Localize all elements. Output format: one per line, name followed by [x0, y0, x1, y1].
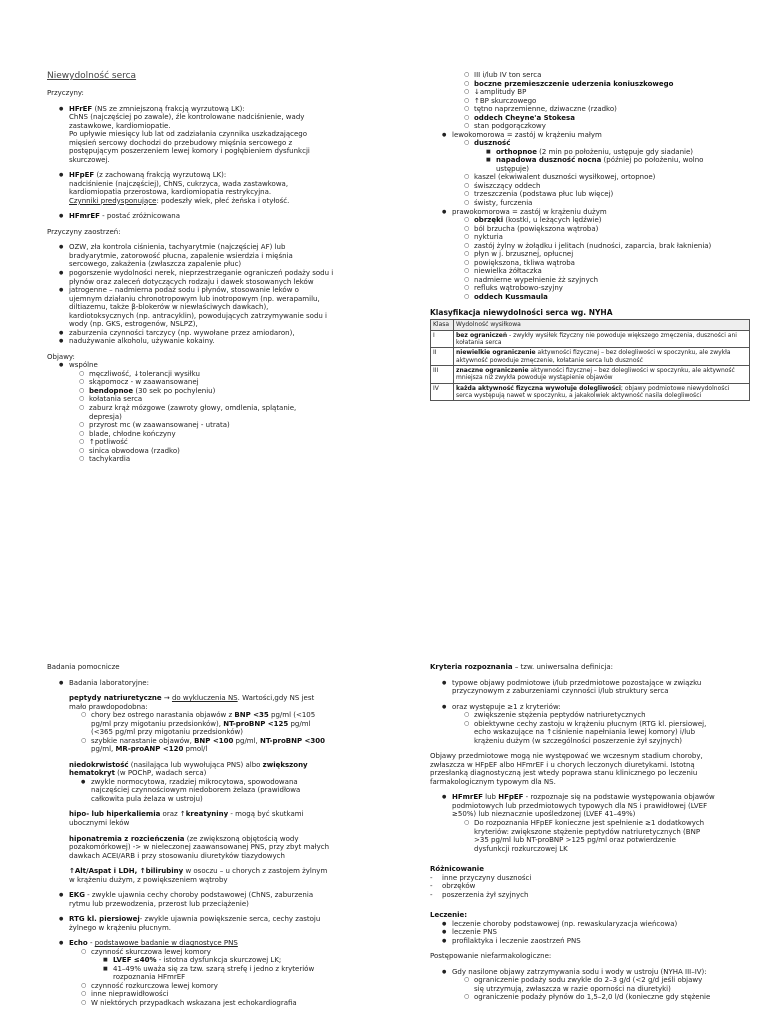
symptom-item: ○ sinica obwodowa (rzadko): [79, 447, 377, 456]
exacerbation-item: ● pogorszenie wydolności nerek, nieprzestrzeganie ograniczeń podaży sodu i płynów oraz zaleceń dotyczących rodzaju i dawek stosowanych leków: [59, 269, 377, 286]
echo-subitem: ○ czynność skurczowa lewej komory ■ LVEF ≤40% - istotna dysfunkcja skurczowej LK; ■ 41–49% uważa się za tzw. szarą strefę i jedno z kryteriów rozpoznania HFmrEF: [81, 948, 377, 982]
criteria-subitem: ○ obiektywne cechy zastoju w krążeniu płucnym (RTG kl. piersiowej, echo wskazujące na ↑ciśnienie napełniania lewej komory) i/lub krążeniu dużym (w szczególności poszerzenie żył szyjnych): [464, 720, 750, 746]
differential-heading: Różnicowanie: [430, 865, 484, 874]
left-ventricular-section: ● lewokomorowa = zastój w krążeniu małym ○ duszność ■ orthopnoe (2 min po położeniu, ustępuje gdy siadanie) ■ napadowa duszność nocna (później po położeniu, wolno ustępuje) ○ kaszel (ekwiwalent duszności wysiłkowej, ortopnoe) ○ świszczący oddech ○ trzeszczenia (podstawa płuc lub więcej) ○ świsty, furczenia: [442, 131, 750, 208]
symptom-item: ○ oddech Cheyne'a Stokesa: [464, 114, 750, 123]
nonpharm-subitem: ○ ograniczenie podaży sodu zwykle do 2–3 g/d (<2 g/d jeśli objawy się utrzymują, zwłaszcza w razie oporności na diuretyki): [464, 976, 750, 993]
symptom-item: ○ duszność ■ orthopnoe (2 min po położeniu, ustępuje gdy siadanie) ■ napadowa duszność nocna (później po położeniu, wolno ustępuje): [464, 139, 750, 173]
symptom-item: ○ nykturia: [464, 233, 750, 242]
symptom-item: ○ świsty, furczenia: [464, 199, 750, 208]
lab-tests-item: ● Badania laboratoryjne:: [59, 679, 377, 688]
table-header-cell: Wydolność wysiłkowa: [454, 320, 750, 330]
symptom-item: ○ obrzęki (kostki, u leżących lędźwie): [464, 216, 750, 225]
echo-subitem: ○ inne nieprawidłowości: [81, 990, 377, 999]
symptom-item: ○ kołatania serca: [79, 395, 377, 404]
symptom-item: ○ tętno naprzemienne, dziwaczne (rzadko): [464, 105, 750, 114]
table-header-row: [431, 320, 750, 330]
symptom-item: ○ trzeszczenia (podstawa płuc lub więcej): [464, 190, 750, 199]
causes-heading: Przyczyny:: [47, 88, 84, 97]
echo-detail: ■ 41–49% uważa się za tzw. szarą strefę i jedno z kryteriów rozpoznania HFmrEF: [103, 965, 377, 982]
table-row: [431, 348, 750, 366]
test-value-item: ○ chory bez ostrego narastania objawów z BNP <35 pg/ml (<105 pg/ml przy migotaniu przedsionków), NT-proBNP <125 pg/ml (<365 pg/ml przy migotaniu przedsionków): [81, 711, 377, 737]
symptom-item: ○ oddech Kussmaula: [464, 293, 750, 302]
symptom-item: ○ tachykardia: [79, 455, 377, 464]
symptom-item: ○ przyrost mc (w zaawansowanej - utrata): [79, 421, 377, 430]
table-header-cell: Klasa: [431, 320, 454, 330]
symptom-item: ○ płyn w j. brzusznej, opłucnej: [464, 250, 750, 259]
symptom-item: ○ stan podgorączkowy: [464, 122, 750, 131]
criteria-subitem: ○ Do rozpoznania HFpEF konieczne jest spełnienie ≥1 dodatkowych kryteriów: zwiększone stężenie peptydów natriuretycznych (BNP >35 pg/ml lub NT-proBNP >125 pg/ml oraz potwierdzenie dysfunkcji rozkurczowej LK: [464, 819, 750, 853]
ekg-item: ● EKG - zwykle ujawnia cechy choroby podstawowej (ChNS, zaburzenia rytmu lub przewodzenia, przerost lub przeciążenie): [59, 891, 377, 908]
nyha-title: Klasyfikacja niewydolności serca wg. NYHA: [430, 308, 613, 318]
symptom-item: ○ zaburz krąż mózgowe (zawroty głowy, omdlenia, splątanie, depresja): [79, 404, 377, 421]
nonpharm-item: ● Gdy nasilone objawy zatrzymywania sodu i wody w ustroju (NYHA III–IV): ○ ograniczenie podaży sodu zwykle do 2–3 g/d (<2 g/d jeśli objawy się utrzymują, zwłaszcza w razie oporności na diuretyki) ○ ograniczenie podaży płynów do 1,5–2,0 l/d (konieczne gdy stężenie: [442, 968, 750, 1002]
symptom-item: ○ zastój żylny w żołądku i jelitach (nudności, zaparcia, brak łaknienia): [464, 242, 750, 251]
nonpharm-heading: Postępowanie niefarmakologiczne:: [430, 952, 552, 961]
differential-item: - inne przyczyny duszności: [430, 874, 750, 883]
nonpharm-subitem: ○ ograniczenie podaży płynów do 1,5–2,0 l/d (konieczne gdy stężenie: [464, 993, 750, 1002]
exacerbation-item: ● OZW, zła kontrola ciśnienia, tachyarytmie (najczęściej AF) lub bradyarytmie, zatorowość płucna, zapalenie wsierdzia i mięśnia sercowego, zakażenia (zwłaszcza zapalenie płuc): [59, 243, 377, 269]
treatment-heading: Leczenie:: [430, 911, 468, 920]
symptom-item: ○ męczliwość, ↓tolerancji wysiłku: [79, 370, 377, 379]
echo-item: ● Echo - podstawowe badanie w diagnostyce PNS ○ czynność skurczowa lewej komory ■ LVEF ≤40% - istotna dysfunkcja skurczowej LK; ■ 41–49% uważa się za tzw. szarą strefę i jedno z kryteriów rozpoznania HFmrEF ○ czynność rozkurczowa lewej komory ○ inne nieprawidłowości ○ W niektórych przypadkach wskazana jest echokardiografia: [59, 939, 377, 1007]
echo-subitem: ○ czynność rozkurczowa lewej komory: [81, 982, 377, 991]
table-cell: IV: [431, 383, 454, 401]
hfpef-item: ● HFpEF (z zachowaną frakcją wyrzutową LK): nadciśnienie (najczęściej), ChNS, cukrzyca, wada zastawkowa, kardiomiopatia przerostowa, kardiomiopatia restrykcyjna. Czynniki predysponujące: podeszły wiek, płeć żeńska i otyłość.: [59, 171, 377, 205]
symptoms-heading: Objawy:: [47, 352, 75, 361]
criteria-item: ● typowe objawy podmiotowe i/lub przedmiotowe pozostające w związku przyczynowym z zaburzeniami czynności i/lub struktury serca: [442, 679, 750, 696]
symptom-item: ○ refluks wątrobowo-szyjny: [464, 284, 750, 293]
tests-heading: Badania pomocnicze: [47, 663, 120, 671]
differential-item: - poszerzenia żył szyjnych: [430, 891, 750, 900]
symptom-item: ○ świszczący oddech: [464, 182, 750, 191]
test-value-item: ○ szybkie narastanie objawów, BNP <100 pg/ml, NT-proBNP <300 pg/ml, MR-proANP <120 pmol/l: [81, 737, 377, 754]
symptom-subitem: ■ orthopnoe (2 min po położeniu, ustępuje gdy siadanie): [486, 148, 750, 157]
symptom-item: ○ III i/lub IV ton serca: [464, 71, 750, 80]
echo-subitem: ○ W niektórych przypadkach wskazana jest echokardiografia: [81, 999, 377, 1008]
symptom-item: ○ ↑BP skurczowego: [464, 97, 750, 106]
symptom-item: ○ powiększona, tkliwa wątroba: [464, 259, 750, 268]
symptom-item: ○ boczne przemieszczenie uderzenia koniuszkowego: [464, 80, 750, 89]
echo-detail: ■ LVEF ≤40% - istotna dysfunkcja skurczowej LK;: [103, 956, 377, 965]
exacerbation-item: ● zaburzenia czynności tarczycy (np. wywołane przez amiodaron),: [59, 329, 377, 338]
page-title: Niewydolność serca: [47, 71, 137, 81]
right-bottom-column: Kryteria rozpoznania – tzw. uniwersalna definicja: ● typowe objawy podmiotowe i/lub przedmiotowe pozostające w związku przyczynowym z zaburzeniami czynności i/lub struktury serca ● oraz występuje ≥1 z kryteriów: ○ zwiększenie stężenia peptydów natriuretycznych ○ obiektywne cechy zastoju w krążeniu płucnym (RTG kl. piersiowej, echo wskazujące na ↑ciśnienie napełniania lewej komory) i/lub krążeniu dużym (w szczególności poszerzenie żył szyjnych) Objawy przedmiotowe mogą nie występować we wczesnym stadium choroby, zwłaszcza w HFpEF albo HFmrEF i u chorych leczonych diuretykami. Istotną przesłanką diagnostyczną jest wtedy poprawa stanu klinicznego po leczeniu farmakologicznym typowym dla NS. ● HFmrEF lub HFpEF - rozpoznaje się na podstawie występowania objawów podmiotowych lub przedmiotowych typowych dla NS i prawidłowej (LVEF ≥50%) lub nieznacznie upośledzonej (LVEF 41–49%) ○ Do rozpoznania HFpEF konieczne jest spełnienie ≥1 dodatkowych kryteriów: zwiększone stężenie peptydów natriuretycznych (BNP >35 pg/ml lub NT-proBNP >125 pg/ml oraz potwierdzenie dysfunkcji rozkurczowej LK Różnicowanie - inne przyczyny duszności - obrzęków - poszerzenia żył szyjnych Leczenie: ● leczenie choroby podstawowej (np. rewaskularyzacja wieńcowa) ● leczenie PNS ● profilaktyka i leczenie zaostrzeń PNS Postępowanie niefarmakologiczne: ● Gdy nasilone objawy zatrzymywania sodu i wody w ustroju (NYHA III–IV): ○ ograniczenie podaży sodu zwykle do 2–3 g/d (<2 g/d jeśli objawy się utrzymują, zwłaszcza w razie oporności na diuretyki) ○ ograniczenie podaży płynów do 1,5–2,0 l/d (konieczne gdy stężenie: [430, 663, 750, 1002]
table-row: [431, 330, 750, 348]
table-cell: znaczne ograniczenie aktywności fizycznej – bez dolegliwości w spoczynku, ale aktywność mniejsza niż zwykła powoduje wystąpienie objawów: [454, 366, 750, 384]
left-bottom-column: Badania pomocnicze ● Badania laboratoryjne: peptydy natriuretyczne → do wykluczenia NS. Wartości,gdy NS jest mało prawdopodobna: ○ chory bez ostrego narastania objawów z BNP <35 pg/ml (<105 pg/ml przy migotaniu przedsionków), NT-proBNP <125 pg/ml (<365 pg/ml przy migotaniu przedsionków) ○ szybkie narastanie objawów, BNP <100 pg/ml, NT-proBNP <300 pg/ml, MR-proANP <120 pmol/l niedokrwistość (nasilająca lub wywołująca PNS) albo zwiększony hematokryt (w POChP, wadach serca) ● zwykle normocytowa, rzadziej mikrocytowa, spowodowana najczęściej czynnościowym niedoborem żelaza (prawidłowa całkowita pula żelaza w ustroju) hipo- lub hiperkaliemia oraz ↑kreatyniny - mogą być skutkami ubocznymi leków hiponatremia z rozcieńczenia (ze zwiększoną objętością wody pozakomórkowej) -> w nieleczonej zaawansowanej PNS, przy zbyt małych dawkach ACEI/ARB i przy stosowaniu diuretyków tiazydowych ↑Alt/Aspat i LDH, ↑bilirubiny w osoczu – u chorych z zastojem żylnym w krążeniu dużym, z powiększeniem wątroby ● EKG - zwykle ujawnia cechy choroby podstawowej (ChNS, zaburzenia rytmu lub przewodzenia, przerost lub przeciążenie) ● RTG kl. piersiowej- zwykle ujawnia powiększenie serca, cechy zastoju żylnego w krążeniu płucnym. ● Echo - podstawowe badanie w diagnostyce PNS ○ czynność skurczowa lewej komory ■ LVEF ≤40% - istotna dysfunkcja skurczowej LK; ■ 41–49% uważa się za tzw. szarą strefę i jedno z kryteriów rozpoznania HFmrEF ○ czynność rozkurczowa lewej komory ○ inne nieprawidłowości ○ W niektórych przypadkach wskazana jest echokardiografia: [47, 663, 377, 1008]
table-cell: bez ograniczeń - zwykły wysiłek fizyczny nie powoduje większego zmęczenia, duszności ani kołatania serca: [454, 330, 750, 348]
common-symptoms: ● wspólne ○ męczliwość, ↓tolerancji wysiłku ○ skąpomocz - w zaawansowanej ○ bendopnoe (30 sek po pochyleniu) ○ kołatania serca ○ zaburz krąż mózgowe (zawroty głowy, omdlenia, splątanie, depresja) ○ przyrost mc (w zaawansowanej - utrata) ○ blade, chłodne kończyny ○ ↑potliwość ○ sinica obwodowa (rzadko) ○ tachykardia: [59, 361, 377, 463]
xray-item: ● RTG kl. piersiowej- zwykle ujawnia powiększenie serca, cechy zastoju żylnego w krążeniu płucnym.: [59, 915, 377, 932]
symptom-item: ○ ↓amplitudy BP: [464, 88, 750, 97]
symptom-item: ○ nadmierne wypełnienie żż szyjnych: [464, 276, 750, 285]
symptom-item: ○ bendopnoe (30 sek po pochyleniu): [79, 387, 377, 396]
symptom-item: ○ niewielka żółtaczka: [464, 267, 750, 276]
hfpef-criteria-item: ● HFmrEF lub HFpEF - rozpoznaje się na podstawie występowania objawów podmiotowych lub przedmiotowych typowych dla NS i prawidłowej (LVEF ≥50%) lub nieznacznie upośledzonej (LVEF 41–49%) ○ Do rozpoznania HFpEF konieczne jest spełnienie ≥1 dodatkowych kryteriów: zwiększone stężenie peptydów natriuretycznych (BNP >35 pg/ml lub NT-proBNP >125 pg/ml oraz potwierdzenie dysfunkcji rozkurczowej LK: [442, 793, 750, 853]
table-cell: III: [431, 366, 454, 384]
table-cell: II: [431, 348, 454, 366]
symptom-subitem: ■ napadowa duszność nocna (później po położeniu, wolno ustępuje): [486, 156, 750, 173]
note-paragraph: Objawy przedmiotowe mogą nie występować we wczesnym stadium choroby, zwłaszcza w HFpEF albo HFmrEF i u chorych leczonych diuretykami. Istotną przesłanką diagnostyczną jest wtedy poprawa stanu klinicznego po leczeniu farmakologicznym typowym dla NS.: [430, 752, 703, 786]
criteria-subitem: ○ zwiększenie stężenia peptydów natriuretycznych: [464, 711, 750, 720]
exacerbation-item: ● jatrogenne – nadmierna podaż sodu i płynów, stosowanie leków o ujemnym działaniu chronotropowym lub inotropowym (np. werapamilu, diltiazemu, także β-blokerów w niewłaściwych dawkach), kardiotoksycznych (np. antracyklin), powodujących zatrzymywanie sodu i wody (np. GKS, estrogenów, NSLPZ),: [59, 286, 377, 329]
symptom-item: ○ blade, chłodne kończyny: [79, 430, 377, 439]
table-cell: niewielkie ograniczenie aktywności fizycznej – bez dolegliwości w spoczynku, ale zwykła aktywność powoduje zmęczenie, kołatanie serca lub duszność: [454, 348, 750, 366]
hfmref-item: ● HFmrEF - postać zróżnicowana: [59, 212, 377, 221]
criteria-heading: Kryteria rozpoznania: [430, 663, 513, 671]
treatment-item: ● leczenie PNS: [442, 928, 750, 937]
table-row: [431, 366, 750, 384]
table-cell: każda aktywność fizyczna wywołuje dolegliwości; objawy podmiotowe niewydolności serca występują nawet w spoczynku, a jakakolwiek aktywność nasila dolegliwości: [454, 383, 750, 401]
table-row: [431, 383, 750, 401]
differential-item: - obrzęków: [430, 882, 750, 891]
treatment-item: ● leczenie choroby podstawowej (np. rewaskularyzacja wieńcowa): [442, 920, 750, 929]
right-top-column: [430, 71, 750, 401]
symptom-item: ○ skąpomocz - w zaawansowanej: [79, 378, 377, 387]
symptom-item: ○ ↑potliwość: [79, 438, 377, 447]
criteria-item: ● oraz występuje ≥1 z kryteriów: ○ zwiększenie stężenia peptydów natriuretycznych ○ obiektywne cechy zastoju w krążeniu płucnym (RTG kl. piersiowej, echo wskazujące na ↑ciśnienie napełniania lewej komory) i/lub krążeniu dużym (w szczególności poszerzenie żył szyjnych): [442, 703, 750, 746]
exacerbation-heading: Przyczyny zaostrzeń:: [47, 227, 121, 236]
nyha-table: [430, 319, 750, 401]
anemia-detail: ● zwykle normocytowa, rzadziej mikrocytowa, spowodowana najczęściej czynnościowym niedoborem żelaza (prawidłowa całkowita pula żelaza w ustroju): [81, 778, 377, 804]
symptom-item: ○ kaszel (ekwiwalent duszności wysiłkowej, ortopnoe): [464, 173, 750, 182]
treatment-item: ● profilaktyka i leczenie zaostrzeń PNS: [442, 937, 750, 946]
symptom-item: ○ ból brzucha (powiększona wątroba): [464, 225, 750, 234]
exacerbation-item: ● nadużywanie alkoholu, używanie kokainy.: [59, 337, 377, 346]
hfref-item: ● HFrEF (NS ze zmniejszoną frakcją wyrzutową LK): ChNS (najczęściej po zawale), źle kontrolowane nadciśnienie, wady zastawkowe, kardiomiopatie. Po upływie miesięcy lub lat od zadziałania czynnika uszkadzającego mięsień sercowy dochodzi do przebudowy mięśnia sercowego z postępującym poszerzeniem lewej komory i pogłębieniem dysfunkcji skurczowej.: [59, 105, 377, 165]
left-top-column: [47, 71, 377, 464]
right-ventricular-section: ● prawokomorowa = zastój w krążeniu dużym ○ obrzęki (kostki, u leżących lędźwie) ○ ból brzucha (powiększona wątroba) ○ nykturia ○ zastój żylny w żołądku i jelitach (nudności, zaparcia, brak łaknienia) ○ płyn w j. brzusznej, opłucnej ○ powiększona, tkliwa wątroba ○ niewielka żółtaczka ○ nadmierne wypełnienie żż szyjnych ○ refluks wątrobowo-szyjny ○ oddech Kussmaula: [442, 208, 750, 302]
table-cell: I: [431, 330, 454, 348]
